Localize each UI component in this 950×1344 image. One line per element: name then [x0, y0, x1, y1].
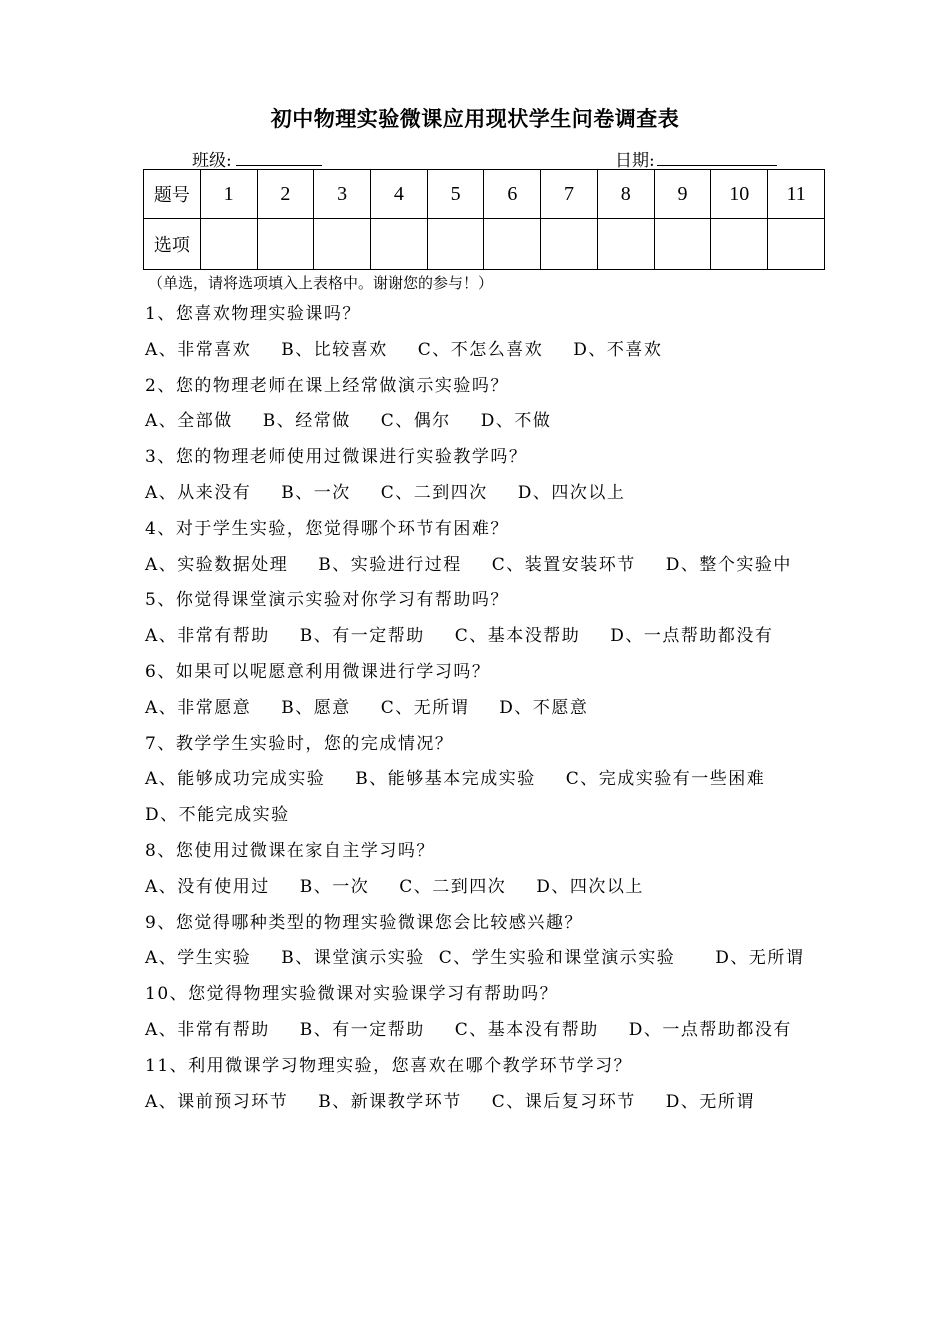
answer-cell[interactable] — [597, 219, 654, 270]
question-number-header: 题号 — [144, 170, 201, 219]
question-number-cell: 8 — [597, 170, 654, 219]
option-row — [145, 548, 845, 584]
answer-cell[interactable] — [484, 219, 541, 270]
question-number-cell: 9 — [654, 170, 711, 219]
question-text: 2、您的物理老师在课上经常做演示实验吗？ — [145, 375, 509, 396]
option-row — [145, 333, 845, 369]
question-number-cell: 10 — [711, 170, 768, 219]
option-row — [145, 798, 845, 834]
answer-option: B、一次 — [299, 876, 370, 897]
answer-option: B、实验进行过程 — [318, 554, 462, 575]
option-row — [145, 762, 845, 798]
answer-option: C、基本没有帮助 — [454, 1019, 599, 1040]
question-text: 1、您喜欢物理实验课吗？ — [145, 304, 361, 324]
answer-option: B、新课教学环节 — [318, 1091, 462, 1112]
answer-option: D、无所谓 — [665, 1091, 755, 1112]
answer-option: B、一次 — [281, 482, 351, 503]
question-number-cell: 1 — [200, 170, 257, 219]
question-number-cell: 11 — [768, 170, 825, 219]
question-list — [145, 297, 845, 1120]
question-text: 6、如果可以呢愿意利用微课进行学习吗？ — [145, 661, 491, 682]
option-row — [145, 404, 845, 440]
answer-option: B、有一定帮助 — [299, 626, 425, 647]
answer-option: C、基本没帮助 — [454, 626, 581, 647]
question-text: 5、你觉得课堂演示实验对你学习有帮助吗？ — [145, 590, 509, 611]
answer-option: A、非常有帮助 — [145, 626, 270, 647]
question-number-cell: 2 — [257, 170, 314, 219]
answer-option: B、能够基本完成实验 — [355, 769, 536, 790]
answer-option: B、课堂演示实验 — [281, 948, 425, 969]
answer-header: 选项 — [144, 219, 201, 270]
answer-option: A、从来没有 — [145, 482, 252, 503]
answer-option: A、非常喜欢 — [145, 339, 252, 360]
class-label: 班级: — [192, 151, 232, 171]
answer-option: A、没有使用过 — [145, 876, 270, 897]
answer-option: D、无所谓 — [715, 948, 805, 969]
question-number-cell: 3 — [314, 170, 371, 219]
answer-option: C、装置安装环节 — [491, 554, 636, 575]
page-title: 初中物理实验微课应用现状学生问卷调查表 — [270, 106, 680, 131]
option-row — [145, 941, 845, 977]
question-number-cell: 7 — [541, 170, 598, 219]
answer-option: B、经常做 — [262, 411, 351, 432]
answer-option: C、完成实验有一些困难 — [565, 769, 766, 790]
answer-option: A、学生实验 — [145, 948, 252, 969]
option-row — [145, 691, 845, 727]
option-row — [145, 619, 845, 655]
answer-option: C、课后复习环节 — [491, 1091, 636, 1112]
question-number-cell: 5 — [427, 170, 484, 219]
answer-option: D、四次以上 — [536, 876, 644, 897]
instruction-text: （单选，请将选项填入上表格中。谢谢您的参与！） — [148, 274, 494, 292]
answer-cell[interactable] — [654, 219, 711, 270]
answer-table — [143, 169, 825, 270]
answer-option: C、二到四次 — [380, 482, 488, 503]
answer-option: A、课前预习环节 — [145, 1091, 289, 1112]
question-text: 7、教学学生实验时，您的完成情况？ — [145, 733, 454, 754]
question-text: 10、您觉得物理实验微课对实验课学习有帮助吗？ — [145, 984, 559, 1005]
answer-option: D、一点帮助都没有 — [610, 626, 774, 647]
answer-option: C、偶尔 — [380, 411, 451, 432]
answer-option: D、四次以上 — [517, 482, 626, 503]
answer-option: A、能够成功完成实验 — [145, 769, 326, 790]
question-text: 11、利用微课学习物理实验，您喜欢在哪个教学环节学习？ — [145, 1055, 633, 1076]
question-text: 4、对于学生实验，您觉得哪个环节有困难？ — [145, 518, 509, 539]
option-row — [145, 476, 845, 512]
answer-option: C、二到四次 — [399, 876, 507, 897]
answer-cell[interactable] — [768, 219, 825, 270]
answer-option: D、不愿意 — [499, 697, 589, 718]
date-blank-line[interactable] — [657, 147, 777, 166]
answer-cell[interactable] — [541, 219, 598, 270]
answer-option: D、一点帮助都没有 — [628, 1019, 792, 1040]
answer-cell[interactable] — [257, 219, 314, 270]
date-label: 日期: — [615, 151, 655, 171]
option-row — [145, 870, 845, 906]
answer-option: A、非常愿意 — [145, 697, 252, 718]
answer-cell[interactable] — [711, 219, 768, 270]
question-text: 8、您使用过微课在家自主学习吗？ — [145, 840, 435, 861]
answer-cell[interactable] — [200, 219, 257, 270]
answer-option: A、实验数据处理 — [145, 554, 289, 575]
answer-cell[interactable] — [314, 219, 371, 270]
class-blank-line[interactable] — [236, 147, 322, 166]
question-number-cell: 4 — [370, 170, 427, 219]
answer-option: D、不喜欢 — [573, 339, 663, 360]
date-field — [615, 146, 777, 171]
answer-option: D、不做 — [480, 411, 552, 432]
question-text: 3、您的物理老师使用过微课进行实验教学吗？ — [145, 447, 528, 468]
answer-option: C、不怎么喜欢 — [417, 339, 544, 360]
question-number-row — [144, 170, 825, 219]
option-row — [145, 1085, 845, 1121]
answer-cell[interactable] — [427, 219, 484, 270]
answer-option: A、非常有帮助 — [145, 1019, 270, 1040]
question-text: 9、您觉得哪种类型的物理实验微课您会比较感兴趣？ — [145, 912, 583, 933]
answer-option: D、不能完成实验 — [145, 805, 290, 826]
answer-option: C、无所谓 — [380, 697, 470, 718]
question-number-cell: 6 — [484, 170, 541, 219]
answer-row — [144, 219, 825, 270]
answer-option: C、学生实验和课堂演示实验 — [438, 948, 676, 969]
answer-option: B、有一定帮助 — [299, 1019, 425, 1040]
option-row — [145, 1013, 845, 1049]
answer-cell[interactable] — [370, 219, 427, 270]
class-field — [192, 146, 322, 171]
answer-option: D、整个实验中 — [665, 554, 792, 575]
answer-option: A、全部做 — [145, 411, 233, 432]
answer-option: B、比较喜欢 — [281, 339, 388, 360]
answer-option: B、愿意 — [281, 697, 351, 718]
